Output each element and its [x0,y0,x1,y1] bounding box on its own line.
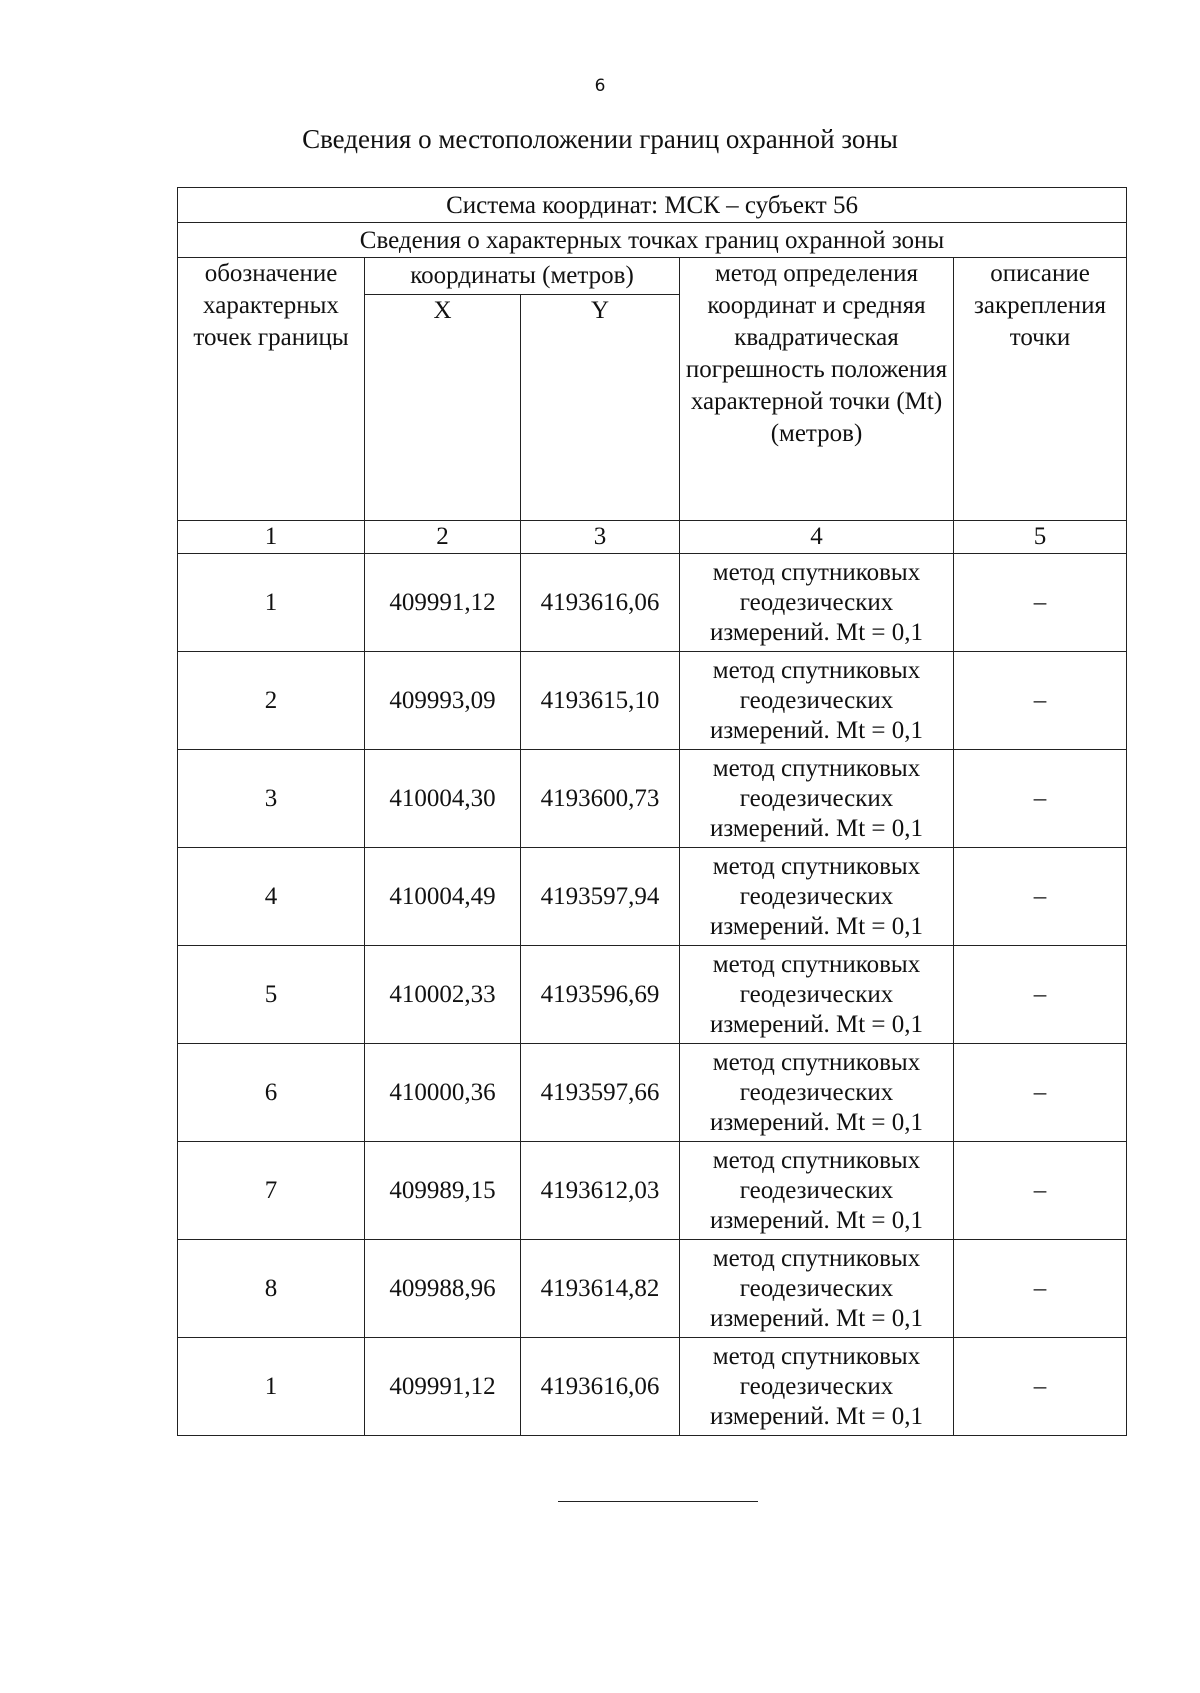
method-cell: метод спутниковых геодезических измерений. Mt = 0,1 [680,1044,954,1142]
x-coordinate-cell: 410000,36 [365,1044,521,1142]
description-cell: – [954,750,1127,848]
point-id-cell: 6 [178,1044,365,1142]
y-coordinate-cell: 4193596,69 [521,946,680,1044]
description-cell: – [954,1240,1127,1338]
y-coordinate-cell: 4193597,94 [521,848,680,946]
y-coordinate-cell: 4193600,73 [521,750,680,848]
x-coordinate-cell: 409989,15 [365,1142,521,1240]
point-id-cell: 5 [178,946,365,1044]
method-cell: метод спутниковых геодезических измерений. Mt = 0,1 [680,1240,954,1338]
column-number: 2 [365,521,521,554]
point-id-cell: 1 [178,1338,365,1436]
column-number: 4 [680,521,954,554]
method-cell: метод спутниковых геодезических измерений. Mt = 0,1 [680,946,954,1044]
y-coordinate-cell: 4193597,66 [521,1044,680,1142]
header-method: метод определения координат и средняя квадратическая погрешность положения характерной точки (Mt) (метров) [680,258,954,521]
column-numbers-row [178,521,1127,554]
x-coordinate-cell: 410004,49 [365,848,521,946]
column-number: 1 [178,521,365,554]
point-id-cell: 8 [178,1240,365,1338]
table-row [178,1338,1127,1436]
y-coordinate-cell: 4193612,03 [521,1142,680,1240]
description-cell: – [954,652,1127,750]
header-coordinates: координаты (метров) [365,258,680,295]
header-x: X [365,295,521,521]
coordinate-system-label: Система координат: МСК – субъект 56 [178,188,1127,223]
point-id-cell: 2 [178,652,365,750]
method-cell: метод спутниковых геодезических измерений. Mt = 0,1 [680,554,954,652]
table-row [178,1240,1127,1338]
y-coordinate-cell: 4193615,10 [521,652,680,750]
coordinates-table [177,187,1127,1436]
table-row [178,1142,1127,1240]
description-cell: – [954,946,1127,1044]
table-row [178,554,1127,652]
x-coordinate-cell: 410002,33 [365,946,521,1044]
y-coordinate-cell: 4193616,06 [521,1338,680,1436]
x-coordinate-cell: 409988,96 [365,1240,521,1338]
description-cell: – [954,1142,1127,1240]
y-coordinate-cell: 4193614,82 [521,1240,680,1338]
page-number: 6 [594,76,606,96]
point-id-cell: 3 [178,750,365,848]
y-coordinate-cell: 4193616,06 [521,554,680,652]
page-title: Сведения о местоположении границ охранной зоны [302,124,898,154]
description-cell: – [954,1338,1127,1436]
method-cell: метод спутниковых геодезических измерений. Mt = 0,1 [680,1338,954,1436]
method-cell: метод спутниковых геодезических измерений. Mt = 0,1 [680,1142,954,1240]
table-row [178,946,1127,1044]
x-coordinate-cell: 410004,30 [365,750,521,848]
method-cell: метод спутниковых геодезических измерений. Mt = 0,1 [680,848,954,946]
point-id-cell: 7 [178,1142,365,1240]
x-coordinate-cell: 409991,12 [365,1338,521,1436]
table-row [178,1044,1127,1142]
table-row [178,750,1127,848]
table-row [178,848,1127,946]
description-cell: – [954,554,1127,652]
header-description: описание закрепления точки [954,258,1127,521]
point-id-cell: 1 [178,554,365,652]
x-coordinate-cell: 409993,09 [365,652,521,750]
description-cell: – [954,1044,1127,1142]
table-row [178,652,1127,750]
x-coordinate-cell: 409991,12 [365,554,521,652]
method-cell: метод спутниковых геодезических измерений. Mt = 0,1 [680,750,954,848]
description-cell: – [954,848,1127,946]
header-designation: обозначение характерных точек границы [178,258,365,521]
method-cell: метод спутниковых геодезических измерений. Mt = 0,1 [680,652,954,750]
closing-rule-line [558,1501,758,1502]
point-id-cell: 4 [178,848,365,946]
column-number: 5 [954,521,1127,554]
points-subheader: Сведения о характерных точках границ охранной зоны [178,223,1127,258]
column-number: 3 [521,521,680,554]
header-y: Y [521,295,680,521]
